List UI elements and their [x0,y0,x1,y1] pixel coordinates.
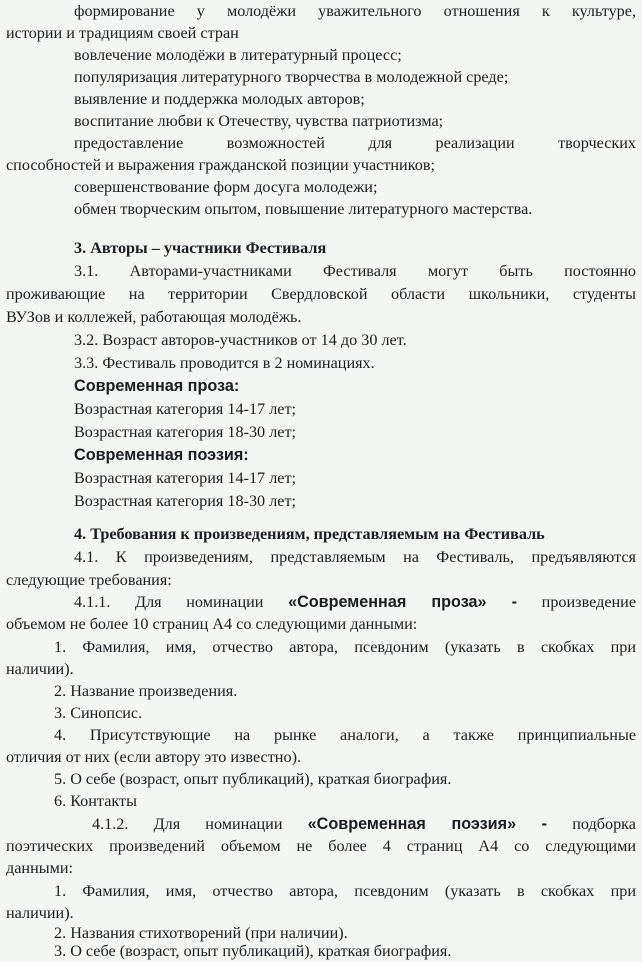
age-category: Возрастная категория 18-30 лет; [74,423,297,441]
list-item: 6. Контакты [54,792,137,810]
clause-text: подборка [572,815,636,833]
paragraph-line: 3.2. Возраст авторов-участников от 14 до 30 лет. [74,331,407,349]
paragraph-line: ВУЗов и коллежей, работающая молодёжь. [6,308,302,326]
list-item: наличии). [6,660,74,678]
goal-line: способностей и выражения гражданской позиции участников; [6,156,435,174]
paragraph-line: 3.3. Фестиваль проводится в 2 номинациях. [74,354,375,372]
nomination-prose-title: Современная проза: [74,377,240,395]
nomination-name: «Современная поэзия» - [307,815,548,833]
paragraph-line [92,813,636,835]
clause-text: 4.1.1. Для номинации [74,593,264,611]
age-category: Возрастная категория 14-17 лет; [74,469,297,487]
goal-line: вовлечение молодёжи в литературный процесс; [74,46,402,64]
goal-line: формирование у молодёжи уважительного отношения к культуре, [74,2,636,20]
list-item: 3. Синопсис. [54,704,143,722]
goal-line: популяризация литературного творчества в молодежной среде; [74,68,509,86]
paragraph-line: объемом не более 10 страниц А4 со следующими данными: [6,615,418,633]
paragraph-line: 4.1. К произведениям, представляемым на Фестиваль, предъявляются [74,548,636,566]
paragraph-line: поэтических произведений объемом не более 4 страниц А4 со следующими [6,837,636,855]
list-item: наличии). [6,904,74,922]
goal-line: воспитание любви к Отечеству, чувства патриотизма; [74,112,444,130]
clause-text: 4.1.2. Для номинации [92,815,283,833]
paragraph-line: данными: [6,859,74,877]
age-category: Возрастная категория 14-17 лет; [74,400,297,418]
section-4-heading: 4. Требования к произведениям, представляемым на Фестиваль [74,525,545,543]
paragraph-line: 3.1. Авторами-участниками Фестиваля могут быть постоянно [74,262,636,280]
clause-text: произведение [541,593,637,611]
nomination-name: «Современная проза» - [288,593,518,611]
list-item: 5. О себе (возраст, опыт публикаций), краткая биография. [54,770,452,788]
paragraph-line: проживающие на территории Свердловской области школьники, студенты [6,285,636,303]
section-3-heading: 3. Авторы – участники Фестиваля [74,239,327,257]
paragraph-line [74,591,636,613]
list-item: 1. Фамилия, имя, отчество автора, псевдоним (указать в скобках при [54,638,636,656]
age-category: Возрастная категория 18-30 лет; [74,492,297,510]
nomination-poetry-title: Современная поэзия: [74,446,249,464]
goal-line: обмен творческим опытом, повышение литературного мастерства. [74,200,533,218]
list-item: 1. Фамилия, имя, отчество автора, псевдоним (указать в скобках при [54,882,636,900]
goal-line: совершенствование форм досуга молодежи; [74,178,378,196]
list-item: 4. Присутствующие на рынке аналоги, а также принципиальные [54,726,636,744]
goal-line: истории и традициям своей стран [6,24,239,42]
paragraph-line: следующие требования: [6,571,172,589]
goal-line: предоставление возможностей для реализации творческих [74,134,636,152]
list-item: 2. Название произведения. [54,682,238,700]
list-item: отличия от них (если автору это известно). [6,748,302,766]
goal-line: выявление и поддержка молодых авторов; [74,90,365,108]
list-item: 3. О себе (возраст, опыт публикаций), краткая биография. [54,942,452,960]
list-item: 2. Названия стихотворений (при наличии). [54,924,348,942]
